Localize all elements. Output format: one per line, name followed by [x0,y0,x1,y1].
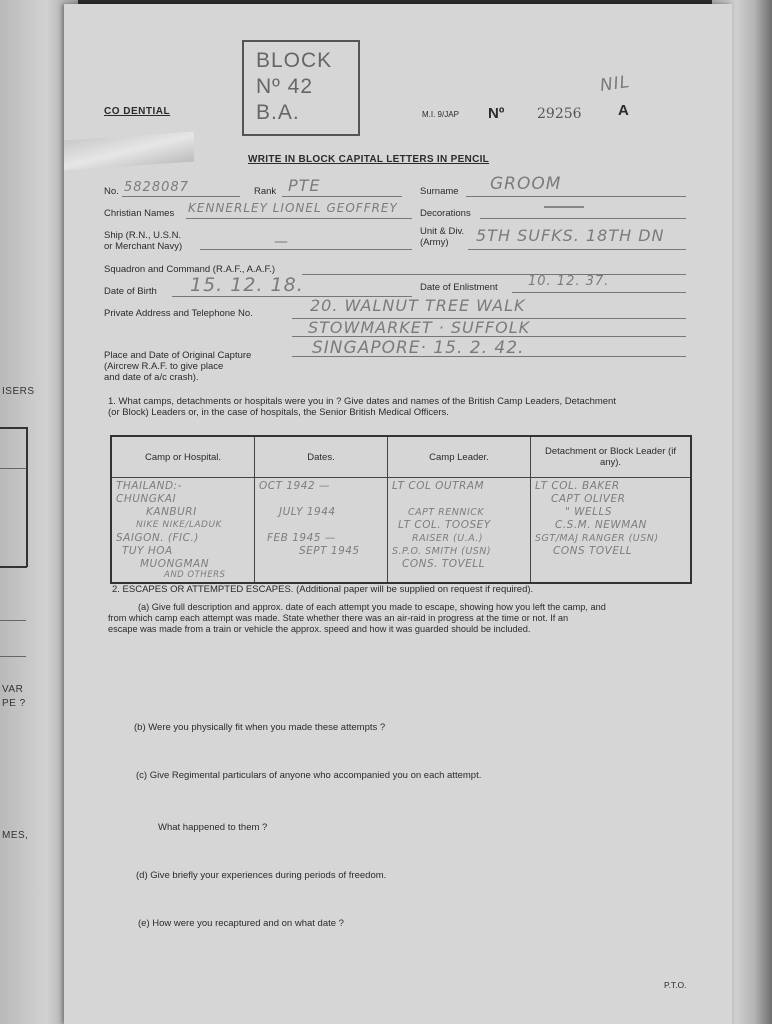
question-2d: (d) Give briefly your experiences during periods of freedom. [136,870,387,881]
capture-label [104,350,251,383]
squadron-label: Squadron and Command (R.A.F., A.A.F.) [104,264,276,275]
date-of-birth-label: Date of Birth [104,286,157,297]
block-stamp [242,40,360,136]
rank-field-line [282,196,402,197]
service-number-value: 5828087 [124,180,189,195]
left-page-line [0,620,26,621]
left-page-fragment: PE ? [2,698,26,709]
unit-value: 5TH SUFKS. 18TH DN [476,226,665,245]
christian-names-label: Christian Names [104,208,175,219]
address-value-2: STOWMARKET · SUFFOLK [308,318,531,337]
question-2-heading: 2. ESCAPES OR ATTEMPTED ESCAPES. (Additional paper will be supplied on request if required). [112,584,534,595]
question-2a-line: escape was made from a train or vehicle the approx. speed and how it was guarded should be included. [108,624,531,634]
surname-label: Surname [420,186,459,197]
dates-entry: FEB 1945 — [267,532,336,544]
decorations-label: Decorations [420,208,471,219]
left-page-box-bottom [0,566,27,568]
instruction-heading: WRITE IN BLOCK CAPITAL LETTERS IN PENCIL [248,154,490,165]
question-2a-line: (a) Give full description and approx. date of each attempt you made to escape, showing how you left the camp, and [138,602,606,612]
dates-entry [259,493,383,506]
unit-field-line [468,249,686,250]
question-2c: (c) Give Regimental particulars of anyone who accompanied you on each attempt. [136,770,482,781]
camp-entry: KANBURI [146,506,197,518]
camp-leader-entry: S.P.O. SMITH (USN) [392,546,492,557]
detachment-leader-entry: SGT/MAJ RANGER (USN) [535,533,659,544]
dates-cell [255,478,388,584]
camp-entry: TUY HOA [122,545,173,557]
table-header-row [111,436,691,478]
header-detachment-leader: Detachment or Block Leader (if any). [531,436,692,478]
enlistment-label: Date of Enlistment [420,282,498,293]
form-suffix: A [618,102,629,119]
please-turn-over: P.T.O. [664,980,687,990]
form-sheet [64,4,732,1024]
left-page-line [0,468,26,469]
camp-leader-entry: LT COL. TOOSEY [398,519,491,531]
camp-entry: SAIGON. (FIC.) [116,532,199,544]
unit-label-line: (Army) [420,237,449,248]
camp-entry: CHUNGKAI [116,493,177,505]
rank-label: Rank [254,186,277,197]
left-page-box-top [0,427,27,429]
question-2a [108,602,708,635]
camp-leader-entry: CONS. TOVELL [402,558,485,570]
torn-flap [64,131,194,170]
decorations-dash [544,206,584,208]
camps-table [110,435,692,584]
dates-entry: JULY 1944 [279,506,336,518]
detachment-leader-cell [531,478,692,584]
left-page-fragment: ISERS [2,386,35,397]
camp-leader-entry: RAISER (U.A.) [412,533,484,544]
number-prefix: Nº [488,105,505,122]
surname-value: GROOM [490,174,562,194]
question-2c-follow: What happened to them ? [158,822,268,833]
question-1-line: 1. What camps, detachments or hospitals were you in ? Give dates and names of the British Camp Leaders, Detachment [108,396,616,407]
enlistment-value: 10. 12. 37. [528,274,610,289]
date-of-birth-value: 15. 12. 18. [190,274,304,296]
header-dates: Dates. [255,436,388,478]
camp-leader-entry [392,493,526,506]
header-camp: Camp or Hospital. [111,436,255,478]
left-page-fragment: VAR [2,684,24,695]
decorations-line [480,218,686,219]
christian-names-line [186,218,412,219]
stamp-line: B.A. [256,101,300,124]
camp-entry: MUONGMAN [140,558,210,570]
camp-leader-entry: LT COL OUTRAM [392,480,485,492]
ship-value: — [274,234,289,250]
surname-field-line [466,196,686,197]
enlistment-line [512,292,686,293]
camp-leader-cell [388,478,531,584]
question-2e: (e) How were you recaptured and on what date ? [138,918,344,929]
stamp-line: BLOCK [256,49,333,72]
camp-leader-entry: CAPT RENNICK [408,507,485,518]
dates-entry: OCT 1942 — [259,480,330,492]
detachment-leader-entry: CONS TOVELL [553,545,633,557]
unit-label [420,226,464,248]
question-1-line: (or Block) Leaders or, in the case of hospitals, the Senior British Medical Officers. [108,407,449,418]
capture-label-line: (Aircrew R.A.F. to give place [104,361,224,372]
dates-entry: SEPT 1945 [299,545,360,557]
no-label: No. [104,186,119,197]
address-label: Private Address and Telephone No. [104,308,253,319]
capture-label-line: and date of a/c crash). [104,372,199,383]
no-field-line [122,196,240,197]
stamp-line: Nº 42 [256,75,314,98]
left-page-fragment: MES, [2,830,29,841]
question-1 [108,396,698,418]
left-page-line [0,656,26,657]
ship-label-line: or Merchant Navy) [104,241,183,252]
left-page-box-side [26,427,28,567]
capture-label-line: Place and Date of Original Capture [104,350,252,361]
christian-names-value: KENNERLEY LIONEL GEOFFREY [188,201,398,215]
detachment-leader-entry: C.S.M. NEWMAN [555,519,647,531]
table-row [111,478,691,584]
camp-entry: AND OTHERS [164,570,226,580]
question-2b: (b) Were you physically fit when you made these attempts ? [134,722,386,733]
confidential-marking: CO DENTIAL [104,106,171,117]
detachment-leader-entry: CAPT OLIVER [551,493,626,505]
form-code: M.I. 9/JAP [422,110,459,119]
form-number: 29256 [537,106,582,122]
ship-label [104,230,182,252]
detachment-leader-entry: LT COL. BAKER [535,480,620,492]
detachment-leader-entry: " WELLS [565,506,613,518]
camp-entry: THAILAND:- [116,480,182,492]
ship-field-line [200,249,412,250]
header-camp-leader: Camp Leader. [388,436,531,478]
capture-value: SINGAPORE· 15. 2. 42. [312,338,525,358]
ship-label-line: Ship (R.N., U.S.N. [104,230,182,241]
camp-entry: NIKE NIKE/LADUK [136,520,222,530]
rank-value: PTE [288,176,321,195]
unit-label-line: Unit & Div. [420,226,465,237]
camp-cell [111,478,255,584]
squadron-field-line [302,274,686,275]
question-2a-line: from which camp each attempt was made. State whether there was an air-raid in progress at the time or not. If an [108,613,569,623]
corner-note: NIL [598,71,632,97]
dates-entry [259,519,383,532]
address-value-1: 20. WALNUT TREE WALK [310,296,526,315]
